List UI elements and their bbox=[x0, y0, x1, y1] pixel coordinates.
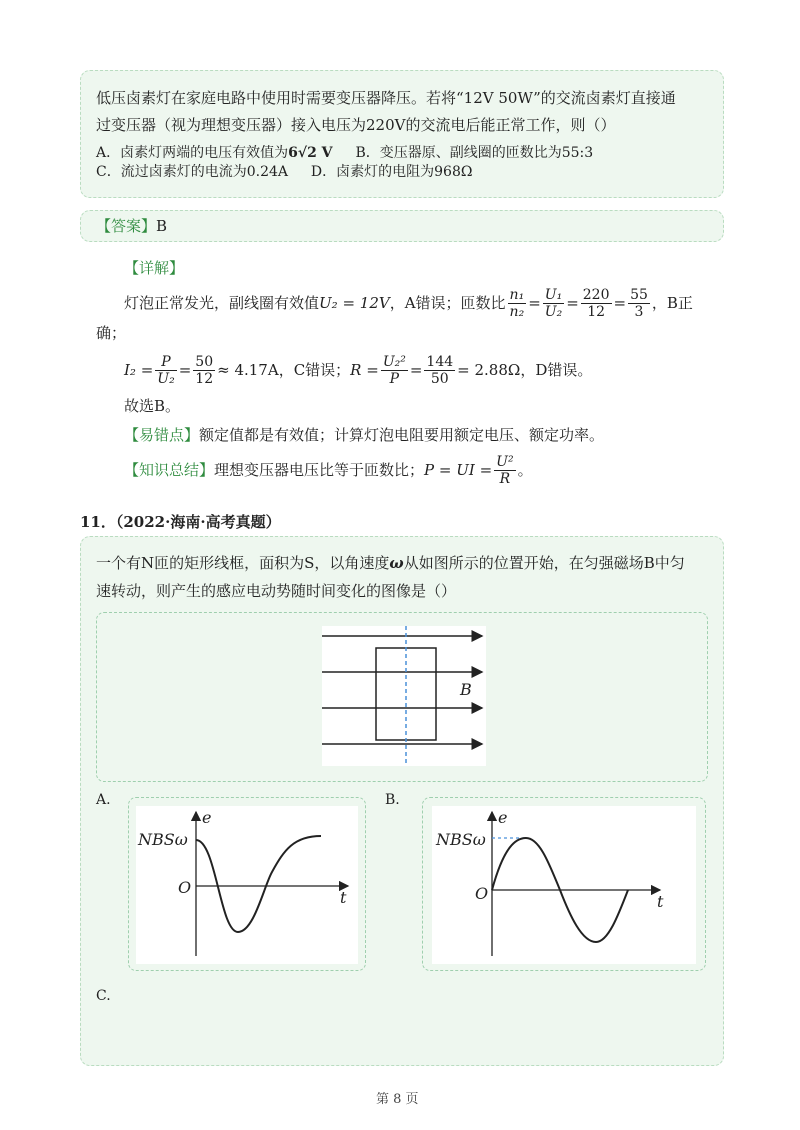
option-c-label: C. bbox=[96, 988, 111, 1004]
option-a-prefix: A．卤素灯两端的电压有效值为 bbox=[96, 145, 289, 161]
frac-num: 144 bbox=[426, 353, 454, 370]
i2-approx: ≈ 4.17A bbox=[217, 361, 279, 379]
graph-b-e: e bbox=[498, 808, 508, 827]
q11-stem-1a: 一个有N匝的矩形线框，面积为S，以角速度 bbox=[96, 554, 390, 572]
omega-symbol: ω bbox=[389, 554, 404, 572]
expl-text-1c: ，A错误；匝数比 bbox=[389, 294, 506, 312]
frac-den: U₂ bbox=[157, 370, 175, 387]
frac-num: 220 bbox=[582, 286, 610, 303]
frac-den: n₂ bbox=[509, 303, 525, 320]
r-label: R = bbox=[350, 361, 379, 379]
explanation-line1 bbox=[124, 283, 693, 323]
frac-num: U₁ bbox=[544, 286, 563, 303]
field-label: B bbox=[460, 680, 472, 699]
frac-u1-u2 bbox=[543, 287, 564, 320]
frac-num: U² bbox=[496, 453, 514, 470]
frac-num: 55 bbox=[630, 286, 648, 303]
graph-b-t: t bbox=[657, 892, 664, 911]
option-a-value: 6√2 V bbox=[288, 145, 333, 161]
pitfall-text: 额定值都是有效值；计算灯泡电阻要用额定电压、额定功率。 bbox=[199, 426, 605, 444]
pitfall-line bbox=[124, 425, 604, 445]
frac-50-12 bbox=[193, 354, 215, 387]
option-d: D．卤素灯的电阻为968Ω bbox=[310, 164, 473, 180]
graph-b-origin: O bbox=[475, 884, 489, 903]
equals: = bbox=[409, 361, 423, 379]
pitfall-label: 【易错点】 bbox=[124, 426, 200, 444]
equals: = bbox=[178, 361, 192, 379]
q11-stem-line1 bbox=[96, 553, 685, 573]
frac-220-12 bbox=[581, 287, 612, 320]
graph-b-amp: NBSω bbox=[436, 830, 486, 849]
expl-u2-value: U₂ = 12V bbox=[319, 294, 390, 312]
expl-text-1d: ，B正 bbox=[651, 294, 693, 312]
frac-den: R bbox=[499, 470, 511, 487]
q11-stem-1b: 从如图所示的位置开始，在匀强磁场B中匀 bbox=[403, 554, 685, 572]
summary-label: 【知识总结】 bbox=[124, 461, 215, 479]
q11-stem-line2: 速转动，则产生的感应电动势随时间变化的图像是（） bbox=[96, 582, 457, 600]
q10-options-cd bbox=[96, 162, 472, 182]
explanation-line3 bbox=[124, 350, 592, 390]
frac-55-3 bbox=[628, 287, 650, 320]
graph-a-t: t bbox=[340, 888, 347, 907]
explanation-line4: 故选B。 bbox=[124, 397, 181, 415]
frac-n1-n2 bbox=[508, 287, 527, 320]
summary-line bbox=[124, 450, 533, 490]
frac-p-u2 bbox=[155, 354, 176, 387]
frac-den: U₂ bbox=[544, 303, 563, 320]
frac-num: 50 bbox=[195, 353, 214, 370]
expl-text-3c: ，C错误； bbox=[278, 361, 351, 379]
cosine-curve bbox=[196, 836, 321, 932]
q10-stem-line1: 低压卤素灯在家庭电路中使用时需要变压器降压。若将“12V 50W”的交流卤素灯直接通 bbox=[96, 89, 676, 107]
frac-den: 12 bbox=[195, 370, 214, 387]
equals: = bbox=[613, 294, 627, 312]
frac-num: U₂² bbox=[382, 353, 406, 370]
frac-num: P bbox=[155, 354, 176, 371]
summary-eq: P = UI = bbox=[424, 461, 493, 479]
q10-options-ab bbox=[96, 143, 593, 163]
graph-a-origin: O bbox=[178, 878, 192, 897]
answer-value: B bbox=[156, 217, 168, 235]
r-value: = 2.88Ω bbox=[457, 361, 521, 379]
frac-den: 12 bbox=[587, 303, 606, 320]
q11-header: 11．（2022·海南·高考真题） bbox=[80, 513, 281, 531]
answer-line bbox=[96, 216, 167, 236]
summary-end: 。 bbox=[517, 461, 533, 479]
frac-144-50 bbox=[424, 354, 455, 387]
frac-u2-r bbox=[494, 454, 515, 487]
answer-label: 【答案】 bbox=[96, 217, 157, 235]
frac-den: 50 bbox=[430, 370, 449, 387]
equals: = bbox=[566, 294, 579, 312]
graph-a-e: e bbox=[202, 808, 212, 827]
summary-text: 理想变压器电压比等于匝数比； bbox=[214, 461, 425, 479]
frac-num: n₁ bbox=[509, 286, 525, 303]
equals: = bbox=[528, 294, 541, 312]
expl-text-1a: 灯泡正常发光，副线圈有效值 bbox=[124, 294, 320, 312]
option-b-label: B. bbox=[385, 792, 400, 808]
option-c: C．流过卤素灯的电流为0.24A bbox=[96, 164, 288, 180]
q10-stem-line2: 过变压器（视为理想变压器）接入电压为220V的交流电后能正常工作，则（） bbox=[96, 116, 616, 134]
expl-text-3d: ，D错误。 bbox=[520, 361, 593, 379]
frac-den: P bbox=[389, 370, 400, 387]
explanation-heading: 【详解】 bbox=[124, 259, 185, 277]
answer-bar bbox=[80, 210, 724, 242]
page-number: 第 8 页 bbox=[376, 1092, 419, 1107]
option-a-label: A. bbox=[96, 792, 111, 808]
graph-a-amp: NBSω bbox=[138, 830, 188, 849]
frac-den: 3 bbox=[634, 303, 644, 320]
explanation-line2: 确； bbox=[96, 324, 127, 342]
frac-u2sq-p bbox=[381, 354, 408, 387]
i2-label: I₂ = bbox=[124, 361, 154, 379]
option-b: B．变压器原、副线圈的匝数比为55:3 bbox=[355, 145, 594, 161]
